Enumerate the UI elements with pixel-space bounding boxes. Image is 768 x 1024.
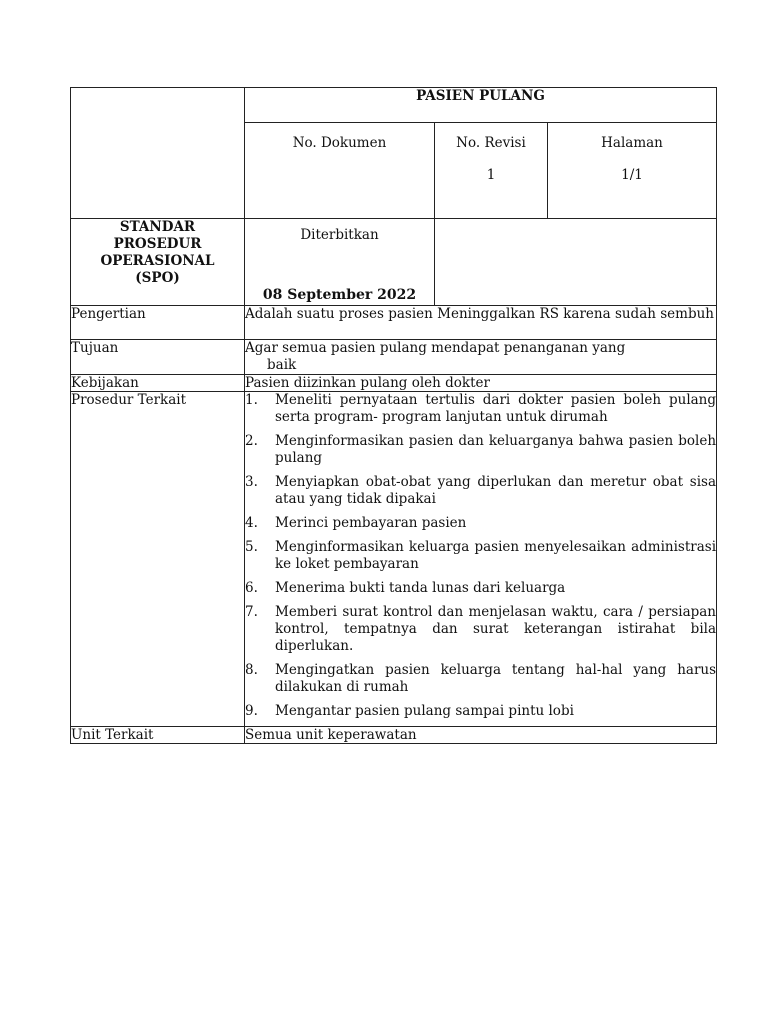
spo-line-4: (SPO) [135, 270, 180, 286]
list-item: 9. Mengantar pasien pulang sampai pintu lobi [245, 703, 574, 719]
prosedur-label: Prosedur Terkait [71, 392, 245, 727]
list-item: 4. Merinci pembayaran pasien [245, 515, 467, 531]
list-item: 6. Menerima bukti tanda lunas dari keluarga [245, 580, 566, 596]
spo-line-3: OPERASIONAL [100, 253, 215, 269]
revision-cell [435, 123, 548, 219]
page-label: Halaman [601, 135, 663, 151]
tujuan-text-2: baik [267, 357, 297, 373]
tujuan-label: Tujuan [71, 340, 245, 375]
spo-line-1: STANDAR [119, 219, 196, 235]
issued-date: 08 September 2022 [262, 287, 417, 303]
kebijakan-label: Kebijakan [71, 375, 245, 392]
prosedur-list [245, 392, 716, 720]
revision-value: 1 [486, 167, 496, 183]
revision-label: No. Revisi [456, 135, 526, 151]
list-item: 5. Menginformasikan keluarga pasien menyelesaikan administrasi ke loket pembayaran [245, 539, 717, 572]
document-title: PASIEN PULANG [245, 88, 717, 123]
tujuan-cell [245, 340, 717, 375]
list-item: 3. Menyiapkan obat-obat yang diperlukan dan meretur obat sisa atau yang tidak dipakai [245, 474, 717, 507]
doc-number-label: No. Dokumen [292, 135, 387, 151]
list-item: 1. Meneliti pernyataan tertulis dari dokter pasien boleh pulang serta program- program lanjutan untuk dirumah [245, 392, 717, 425]
signature-cell [435, 219, 717, 306]
spo-line-2: PROSEDUR [113, 236, 202, 252]
page-value: 1/1 [621, 167, 643, 183]
pengertian-text: Adalah suatu proses pasien Meninggalkan RS karena sudah sembuh [245, 306, 717, 340]
spo-label-cell [71, 219, 245, 306]
issued-label: Diterbitkan [300, 227, 379, 243]
kebijakan-text: Pasien diizinkan pulang oleh dokter [245, 375, 717, 392]
issued-cell [245, 219, 435, 306]
pengertian-label: Pengertian [71, 306, 245, 340]
unit-label: Unit Terkait [71, 727, 245, 744]
spo-table [70, 87, 717, 744]
tujuan-text-1: Agar semua pasien pulang mendapat penanganan yang [245, 340, 626, 356]
logo-cell [71, 88, 245, 219]
list-item: 7. Memberi surat kontrol dan menjelasan waktu, cara / persiapan kontrol, tempatnya dan surat keterangan istirahat bila diperlukan. [245, 604, 717, 654]
list-item: 2. Menginformasikan pasien dan keluarganya bahwa pasien boleh pulang [245, 433, 717, 466]
prosedur-cell [245, 392, 717, 727]
doc-number-cell [245, 123, 435, 219]
unit-text: Semua unit keperawatan [245, 727, 717, 744]
list-item: 8. Mengingatkan pasien keluarga tentang hal-hal yang harus dilakukan di rumah [245, 662, 717, 695]
page-cell [548, 123, 717, 219]
